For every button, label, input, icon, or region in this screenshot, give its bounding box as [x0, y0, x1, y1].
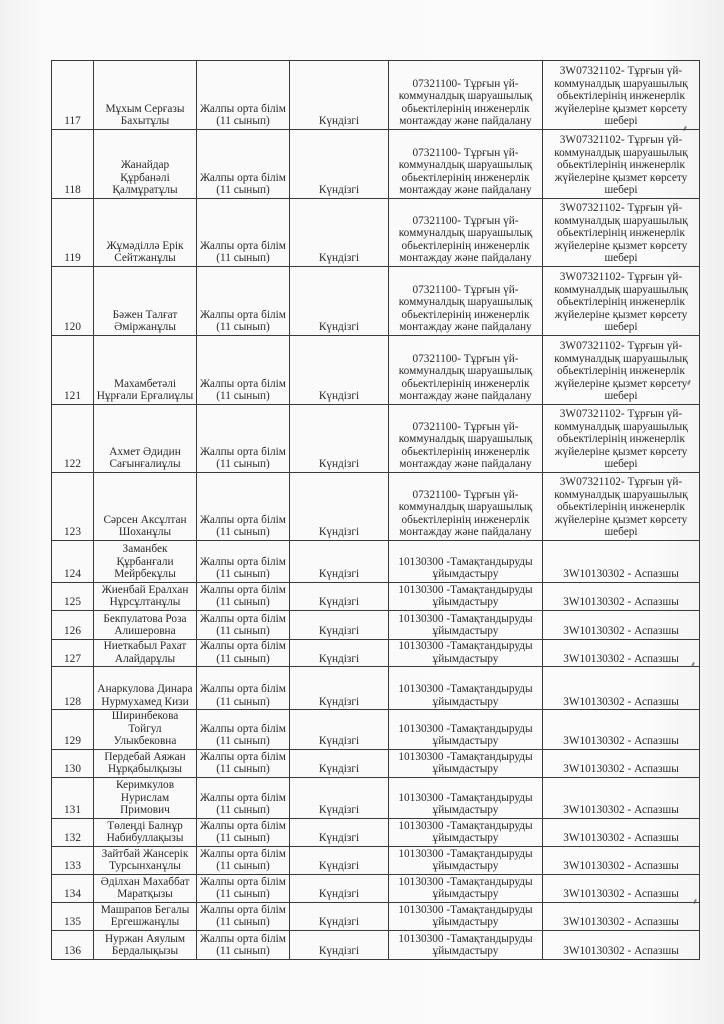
row-number-cell: 118	[52, 130, 94, 199]
table-row	[52, 541, 700, 583]
specialty-cell: 10130300 -Тамақтандыруды ұйымдастыру	[389, 640, 543, 667]
table-row	[52, 667, 700, 710]
qualification-cell: 3W10130302 - Аспазшы	[543, 749, 700, 777]
specialty-cell: 07321100- Тұрғын үй-коммуналдық шаруашылық обьектілерінің инженерлік монтаждау және пайдалану	[389, 130, 543, 199]
qualification-cell: 3W10130302 - Аспазшы	[543, 611, 700, 640]
row-number-cell: 136	[52, 930, 94, 959]
table-row	[52, 61, 700, 130]
education-base-cell: Жалпы орта білім (11 сынып)	[197, 818, 290, 846]
table-row	[52, 473, 700, 541]
qualification-cell: 3W07321102- Тұрғын үй-коммуналдық шаруашылық обьектілерінің инженерлік жүйелеріне қызмет көрсету шебері	[543, 473, 700, 541]
student-name-cell: Мұхым Серғазы Бахытұлы	[94, 61, 197, 130]
study-form-cell: Күндізгі	[290, 130, 389, 199]
row-number-cell: 134	[52, 874, 94, 902]
specialty-cell: 10130300 -Тамақтандыруды ұйымдастыру	[389, 777, 543, 818]
study-form-cell: Күндізгі	[290, 611, 389, 640]
qualification-cell: 3W07321102- Тұрғын үй-коммуналдық шаруашылық обьектілерінің инженерлік жүйелеріне қызмет көрсету шебері	[543, 267, 700, 336]
specialty-cell: 10130300 -Тамақтандыруды ұйымдастыру	[389, 930, 543, 959]
qualification-cell: 3W10130302 - Аспазшы	[543, 874, 700, 902]
education-base-cell: Жалпы орта білім (11 сынып)	[197, 902, 290, 930]
specialty-cell: 10130300 -Тамақтандыруды ұйымдастыру	[389, 667, 543, 710]
row-number-cell: 125	[52, 583, 94, 611]
table-row	[52, 930, 700, 959]
roster-body	[52, 61, 700, 960]
row-number-cell: 132	[52, 818, 94, 846]
row-number-cell: 123	[52, 473, 94, 541]
row-number-cell: 121	[52, 336, 94, 405]
specialty-cell: 10130300 -Тамақтандыруды ұйымдастыру	[389, 611, 543, 640]
study-form-cell: Күндізгі	[290, 710, 389, 750]
education-base-cell: Жалпы орта білім (11 сынып)	[197, 336, 290, 405]
table-row	[52, 336, 700, 405]
qualification-cell: 3W07321102- Тұрғын үй-коммуналдық шаруашылық обьектілерінің инженерлік жүйелеріне қызмет көрсету шебері	[543, 336, 700, 405]
row-number-cell: 130	[52, 749, 94, 777]
education-base-cell: Жалпы орта білім (11 сынып)	[197, 777, 290, 818]
qualification-cell: 3W07321102- Тұрғын үй-коммуналдық шаруашылық обьектілерінің инженерлік жүйелеріне қызмет көрсету шебері	[543, 61, 700, 130]
table-row	[52, 846, 700, 874]
education-base-cell: Жалпы орта білім (11 сынып)	[197, 930, 290, 959]
qualification-cell: 3W10130302 - Аспазшы	[543, 583, 700, 611]
row-number-cell: 135	[52, 902, 94, 930]
study-form-cell: Күндізгі	[290, 199, 389, 267]
study-form-cell: Күндізгі	[290, 640, 389, 667]
qualification-cell: 3W07321102- Тұрғын үй-коммуналдық шаруашылық обьектілерінің инженерлік жүйелеріне қызмет көрсету шебері	[543, 405, 700, 473]
table-row	[52, 902, 700, 930]
qualification-cell: 3W10130302 - Аспазшы	[543, 902, 700, 930]
education-base-cell: Жалпы орта білім (11 сынып)	[197, 710, 290, 750]
row-number-cell: 129	[52, 710, 94, 750]
study-form-cell: Күндізгі	[290, 846, 389, 874]
table-row	[52, 130, 700, 199]
row-number-cell: 117	[52, 61, 94, 130]
study-form-cell: Күндізгі	[290, 667, 389, 710]
row-number-cell: 127	[52, 640, 94, 667]
qualification-cell: 3W10130302 - Аспазшы	[543, 710, 700, 750]
student-name-cell: Ширинбекова Тойгул Улыкбековна	[94, 710, 197, 750]
qualification-cell: 3W10130302 - Аспазшы	[543, 846, 700, 874]
study-form-cell: Күндізгі	[290, 902, 389, 930]
education-base-cell: Жалпы орта білім (11 сынып)	[197, 541, 290, 583]
education-base-cell: Жалпы орта білім (11 сынып)	[197, 405, 290, 473]
study-form-cell: Күндізгі	[290, 405, 389, 473]
education-base-cell: Жалпы орта білім (11 сынып)	[197, 874, 290, 902]
qualification-cell: 3W10130302 - Аспазшы	[543, 541, 700, 583]
specialty-cell: 10130300 -Тамақтандыруды ұйымдастыру	[389, 710, 543, 750]
student-name-cell: Төлеңді Балнұр Набибуллақызы	[94, 818, 197, 846]
student-name-cell: Керимкулов Нурислам Примович	[94, 777, 197, 818]
study-form-cell: Күндізгі	[290, 541, 389, 583]
table-row	[52, 611, 700, 640]
study-form-cell: Күндізгі	[290, 473, 389, 541]
education-base-cell: Жалпы орта білім (11 сынып)	[197, 199, 290, 267]
table-row	[52, 874, 700, 902]
study-form-cell: Күндізгі	[290, 777, 389, 818]
specialty-cell: 07321100- Тұрғын үй-коммуналдық шаруашылық обьектілерінің инженерлік монтаждау және пайдалану	[389, 473, 543, 541]
table-row	[52, 777, 700, 818]
specialty-cell: 07321100- Тұрғын үй-коммуналдық шаруашылық обьектілерінің инженерлік монтаждау және пайдалану	[389, 199, 543, 267]
student-name-cell: Нуржан Аяулым Бердалықызы	[94, 930, 197, 959]
specialty-cell: 10130300 -Тамақтандыруды ұйымдастыру	[389, 818, 543, 846]
education-base-cell: Жалпы орта білім (11 сынып)	[197, 61, 290, 130]
student-name-cell: Зайтбай Жансерік Турсынханұлы	[94, 846, 197, 874]
specialty-cell: 07321100- Тұрғын үй-коммуналдық шаруашылық обьектілерінің инженерлік монтаждау және пайдалану	[389, 61, 543, 130]
student-name-cell: Ниеткабыл Рахат Алайдарұлы	[94, 640, 197, 667]
table-row	[52, 405, 700, 473]
student-name-cell: Заманбек Құрбанғали Мейрбекұлы	[94, 541, 197, 583]
education-base-cell: Жалпы орта білім (11 сынып)	[197, 611, 290, 640]
specialty-cell: 10130300 -Тамақтандыруды ұйымдастыру	[389, 583, 543, 611]
student-name-cell: Бәжен Талғат Әміржанұлы	[94, 267, 197, 336]
specialty-cell: 07321100- Тұрғын үй-коммуналдық шаруашылық обьектілерінің инженерлік монтаждау және пайдалану	[389, 405, 543, 473]
student-name-cell: Анаркулова Динара Нурмухамед Кизи	[94, 667, 197, 710]
specialty-cell: 07321100- Тұрғын үй-коммуналдық шаруашылық обьектілерінің инженерлік монтаждау және пайдалану	[389, 267, 543, 336]
qualification-cell: 3W10130302 - Аспазшы	[543, 777, 700, 818]
row-number-cell: 124	[52, 541, 94, 583]
specialty-cell: 10130300 -Тамақтандыруды ұйымдастыру	[389, 902, 543, 930]
table-row	[52, 199, 700, 267]
student-name-cell: Ахмет Әдидин Сағынғалиұлы	[94, 405, 197, 473]
education-base-cell: Жалпы орта білім (11 сынып)	[197, 667, 290, 710]
table-row	[52, 640, 700, 667]
education-base-cell: Жалпы орта білім (11 сынып)	[197, 846, 290, 874]
table-row	[52, 267, 700, 336]
row-number-cell: 128	[52, 667, 94, 710]
table-row	[52, 583, 700, 611]
qualification-cell: 3W10130302 - Аспазшы	[543, 930, 700, 959]
study-form-cell: Күндізгі	[290, 267, 389, 336]
student-roster-table	[51, 60, 700, 960]
education-base-cell: Жалпы орта білім (11 сынып)	[197, 640, 290, 667]
student-name-cell: Жиенбай Ералхан Нұрсұлтанұлы	[94, 583, 197, 611]
student-name-cell: Жұмәділлә Ерік Сейтжанұлы	[94, 199, 197, 267]
qualification-cell: 3W07321102- Тұрғын үй-коммуналдық шаруашылық обьектілерінің инженерлік жүйелеріне қызмет көрсету шебері	[543, 130, 700, 199]
study-form-cell: Күндізгі	[290, 749, 389, 777]
student-name-cell: Жанайдар Құрбанәлі Қалмұратұлы	[94, 130, 197, 199]
study-form-cell: Күндізгі	[290, 818, 389, 846]
study-form-cell: Күндізгі	[290, 874, 389, 902]
qualification-cell: 3W07321102- Тұрғын үй-коммуналдық шаруашылық обьектілерінің инженерлік жүйелеріне қызмет көрсету шебері	[543, 199, 700, 267]
row-number-cell: 133	[52, 846, 94, 874]
specialty-cell: 07321100- Тұрғын үй-коммуналдық шаруашылық обьектілерінің инженерлік монтаждау және пайдалану	[389, 336, 543, 405]
row-number-cell: 120	[52, 267, 94, 336]
row-number-cell: 126	[52, 611, 94, 640]
study-form-cell: Күндізгі	[290, 61, 389, 130]
student-name-cell: Бекпулатова Роза Алишеровна	[94, 611, 197, 640]
student-name-cell: Сәрсен Аксұлтан Шоханұлы	[94, 473, 197, 541]
qualification-cell: 3W10130302 - Аспазшы	[543, 667, 700, 710]
qualification-cell: 3W10130302 - Аспазшы	[543, 818, 700, 846]
study-form-cell: Күндізгі	[290, 930, 389, 959]
student-name-cell: Әділхан Махаббат Маратқызы	[94, 874, 197, 902]
row-number-cell: 122	[52, 405, 94, 473]
education-base-cell: Жалпы орта білім (11 сынып)	[197, 130, 290, 199]
specialty-cell: 10130300 -Тамақтандыруды ұйымдастыру	[389, 874, 543, 902]
student-name-cell: Пердебай Аяжан Нұрқабылқызы	[94, 749, 197, 777]
specialty-cell: 10130300 -Тамақтандыруды ұйымдастыру	[389, 846, 543, 874]
table-row	[52, 710, 700, 750]
row-number-cell: 119	[52, 199, 94, 267]
table-row	[52, 749, 700, 777]
student-name-cell: Махамбетәлі Нұрғали Ерғалиұлы	[94, 336, 197, 405]
qualification-cell: 3W10130302 - Аспазшы	[543, 640, 700, 667]
education-base-cell: Жалпы орта білім (11 сынып)	[197, 267, 290, 336]
study-form-cell: Күндізгі	[290, 583, 389, 611]
education-base-cell: Жалпы орта білім (11 сынып)	[197, 473, 290, 541]
student-name-cell: Машрапов Бегалы Ергешжанұлы	[94, 902, 197, 930]
education-base-cell: Жалпы орта білім (11 сынып)	[197, 749, 290, 777]
specialty-cell: 10130300 -Тамақтандыруды ұйымдастыру	[389, 749, 543, 777]
specialty-cell: 10130300 -Тамақтандыруды ұйымдастыру	[389, 541, 543, 583]
table-row	[52, 818, 700, 846]
study-form-cell: Күндізгі	[290, 336, 389, 405]
row-number-cell: 131	[52, 777, 94, 818]
education-base-cell: Жалпы орта білім (11 сынып)	[197, 583, 290, 611]
